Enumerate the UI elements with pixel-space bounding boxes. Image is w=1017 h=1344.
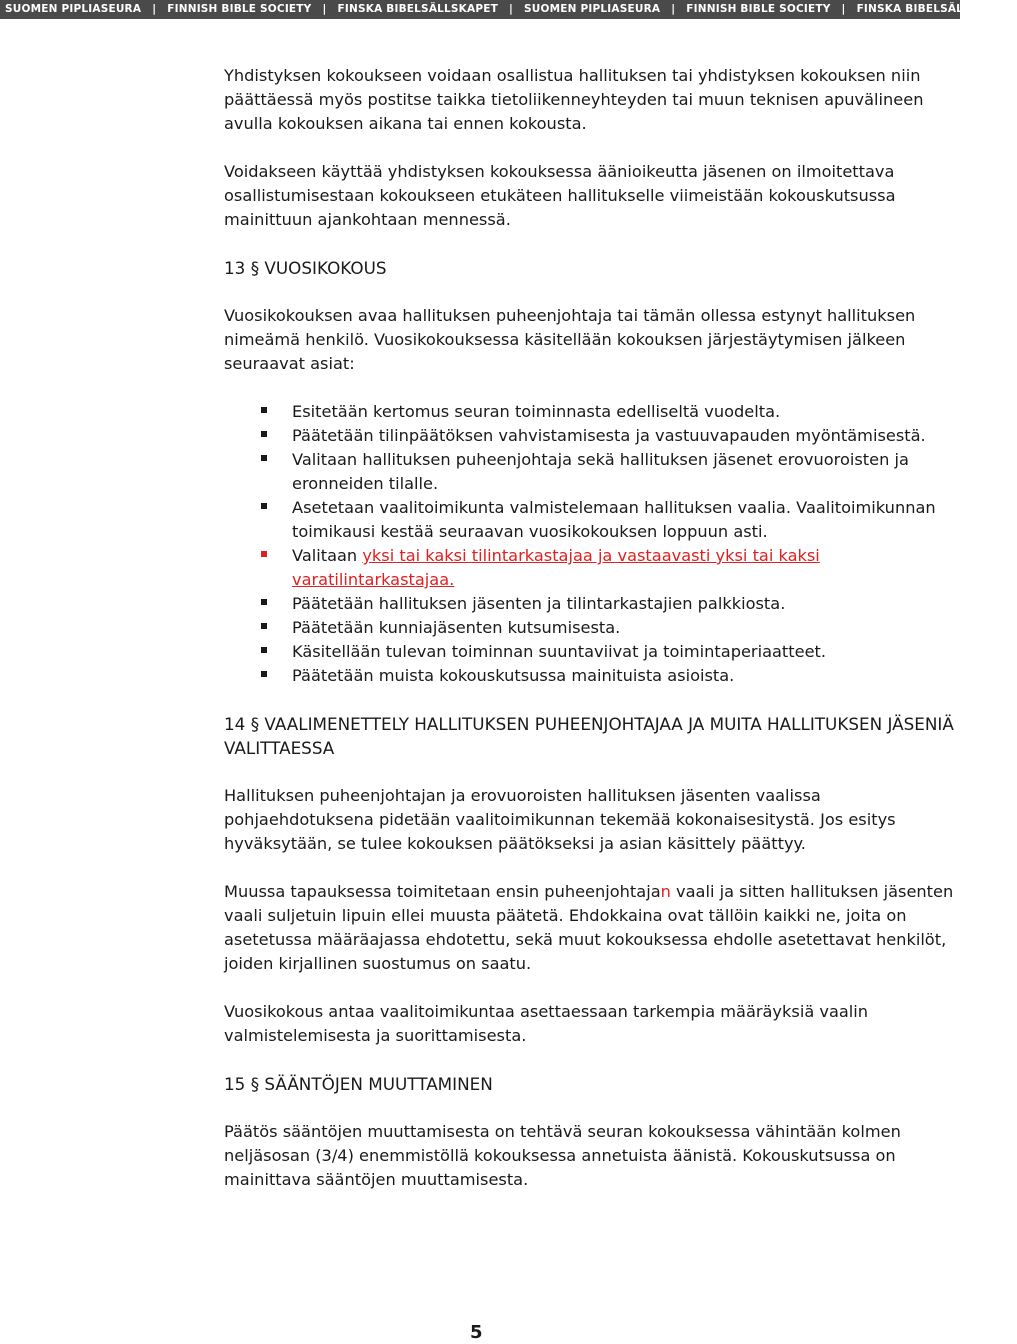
list-item-text: Päätetään tilinpäätöksen vahvistamisesta ja vastuuvapauden myöntämisestä. [292, 426, 926, 445]
list-item [224, 616, 956, 640]
bullet-square-red-icon [261, 551, 267, 557]
list-item [224, 400, 956, 424]
section-heading-14: 14 § VAALIMENETTELY HALLITUKSEN PUHEENJOHTAJAA JA MUITA HALLITUKSEN JÄSENIÄ VALITTAESSA [224, 714, 954, 758]
header-separator: | [322, 3, 327, 15]
list-item-text: Päätetään muista kokouskutsussa mainituista asioista. [292, 666, 735, 685]
paragraph-text: vaali ja sitten hallituksen jäsenten vaali suljetuin lipuin ellei muusta päätetä. Ehdokkaina ovat tällöin kaikki ne, joita on asetetussa määräajassa ehdotettu, sekä muut kokouksessa ehdolle asetettavat henkilöt, joiden kirjallinen suostumus on saatu. [224, 882, 954, 973]
bullet-square-icon [261, 599, 267, 605]
red-letter: n [660, 882, 671, 901]
bullet-square-icon [261, 407, 267, 413]
header-separator: | [508, 3, 514, 15]
list-item-text: Esitetään kertomus seuran toiminnasta edelliseltä vuodelta. [292, 402, 781, 421]
bullet-square-icon [261, 455, 267, 461]
list-item [224, 448, 956, 496]
paragraph-voting-registration: Voidakseen käyttää yhdistyksen kokouksessa äänioikeutta jäsenen on ilmoitettava osallistumisestaan kokoukseen etukäteen hallitukselle viimeistään kokouskutsussa mainittuun ajankohtaan mennessä. [224, 162, 896, 229]
header-separator: | [841, 3, 846, 15]
bullet-square-icon [261, 623, 267, 629]
header-item: FINNISH BIBLE SOCIETY [686, 3, 831, 15]
list-item [224, 496, 956, 544]
paragraph-rules-amendment: Päätös sääntöjen muuttamisesta on tehtävä seuran kokouksessa vähintään kolmen neljäsosan (3/4) enemmistöllä kokouksessa annetuista äänistä. Kokouskutsussa on mainittava sääntöjen muuttamisesta. [224, 1122, 901, 1189]
bullet-square-icon [261, 647, 267, 653]
paragraph-remote-participation: Yhdistyksen kokoukseen voidaan osallistua hallituksen tai yhdistyksen kokouksen niin päättäessä myös postitse taikka tietoliikenneyhteyden tai muun teknisen apuvälineen avulla kokouksen aikana tai ennen kokousta. [224, 66, 924, 133]
agenda-list [224, 400, 956, 688]
list-item-text: Päätetään hallituksen jäsenten ja tilintarkastajien palkkiosta. [292, 594, 786, 613]
list-item-text: Asetetaan vaalitoimikunta valmistelemaan hallituksen vaalia. Vaalitoimikunnan toimikausi kestää seuraavan vuosikokouksen loppuun asti. [292, 498, 936, 541]
page-header-band [0, 0, 1017, 19]
section-heading-13: 13 § VUOSIKOKOUS [224, 258, 387, 278]
header-item: SUOMEN PIPLIASEURA [5, 3, 142, 15]
bullet-square-icon [261, 671, 267, 677]
section-heading-15: 15 § SÄÄNTÖJEN MUUTTAMINEN [224, 1074, 493, 1094]
list-item-auditors [224, 544, 956, 592]
page-number: 5 [470, 1322, 483, 1343]
header-separator: | [152, 3, 157, 15]
header-item: FINSKA BIBELSÄLLSKAPET [856, 3, 1017, 15]
list-item-text: Päätetään kunniajäsenten kutsumisesta. [292, 618, 621, 637]
paragraph-text: Muussa tapauksessa toimitetaan ensin puheenjohtaja [224, 882, 661, 901]
document-body [224, 64, 956, 1216]
header-item: SUOMEN PIPLIASEURA [524, 3, 661, 15]
list-item [224, 424, 956, 448]
header-item: FINSKA BIBELSÄLLSKAPET [337, 3, 498, 15]
list-item-text: Valitaan hallituksen puheenjohtaja sekä hallituksen jäsenet erovuoroisten ja eronneiden tilalle. [292, 450, 909, 493]
list-item-text: Käsitellään tulevan toiminnan suuntaviivat ja toimintaperiaatteet. [292, 642, 827, 661]
header-text [0, 0, 1017, 19]
paragraph-nomination-committee: Vuosikokous antaa vaalitoimikuntaa asettaessaan tarkempia määräyksiä vaalin valmistelemisesta ja suorittamisesta. [224, 1002, 869, 1045]
list-item [224, 640, 956, 664]
bullet-square-icon [261, 431, 267, 437]
header-separator: | [671, 3, 676, 15]
list-item [224, 592, 956, 616]
paragraph-ballot-procedure [224, 880, 956, 976]
paragraph-annual-meeting-intro: Vuosikokouksen avaa hallituksen puheenjohtaja tai tämän ollessa estynyt hallituksen nimeämä henkilö. Vuosikokouksessa käsitellään kokouksen järjestäytymisen jälkeen seuraavat asiat: [224, 306, 916, 373]
bullet-square-icon [261, 503, 267, 509]
paragraph-chair-election: Hallituksen puheenjohtajan ja erovuoroisten hallituksen jäsenten vaalissa pohjaehdotuksena pidetään vaalitoimikunnan tekemää kokonaisesitystä. Jos esitys hyväksytään, se tulee kokouksen päätökseksi ja asian käsittely päättyy. [224, 786, 896, 853]
auditors-red-link[interactable]: yksi tai kaksi tilintarkastajaa ja vastaavasti yksi tai kaksi varatilintarkastajaa. [292, 546, 820, 589]
list-item-text: Valitaan [292, 546, 363, 565]
list-item [224, 664, 956, 688]
header-item: FINNISH BIBLE SOCIETY [167, 3, 312, 15]
